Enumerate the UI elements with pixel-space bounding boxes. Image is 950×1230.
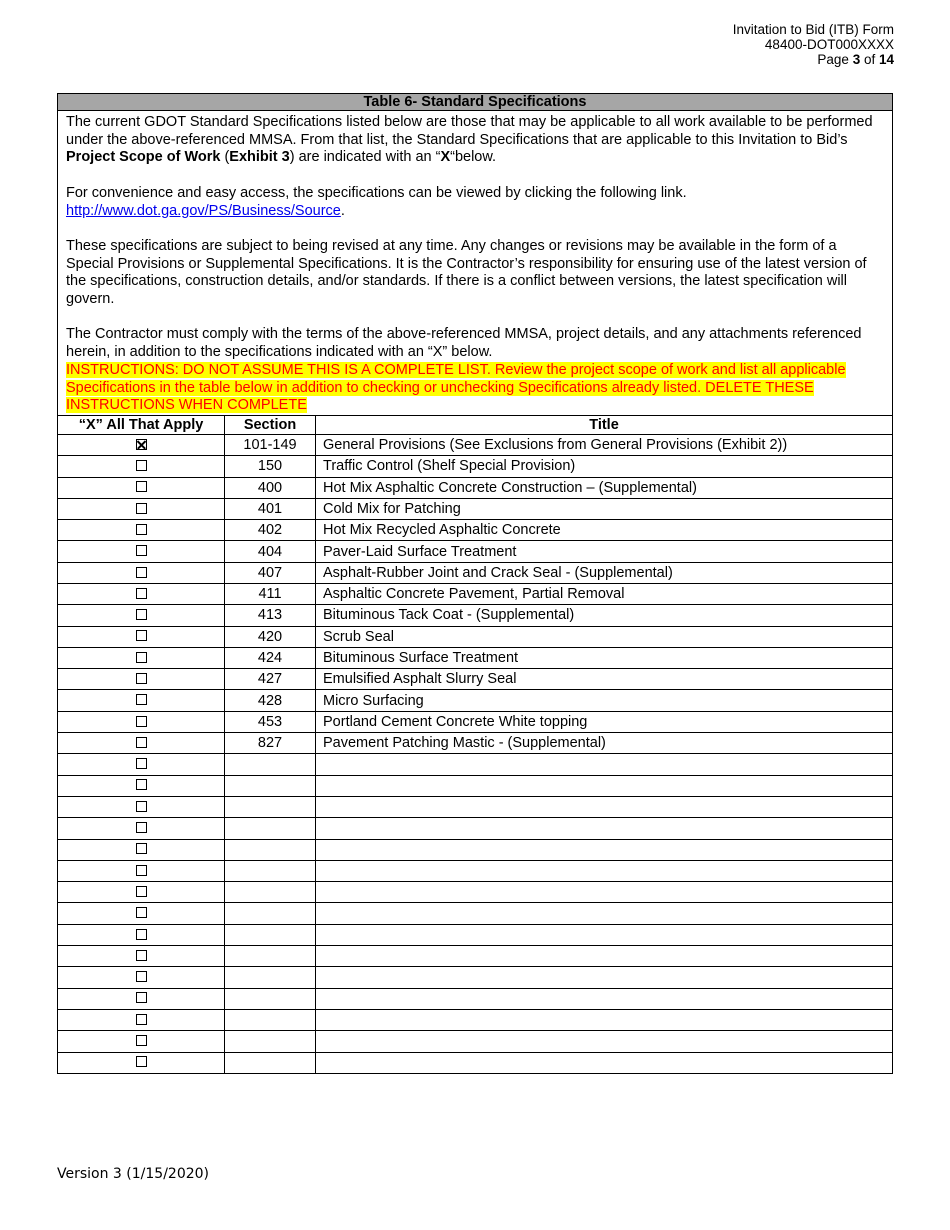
title-cell: Bituminous Tack Coat - (Supplemental) [316,605,893,626]
intro-paragraph-3: These specifications are subject to being revised at any time. Any changes or revisions may be available in the form of a Special Provisions or Supplemental Specifications. It is the Contractor’s responsibility for ensuring use of the latest version of the specifications, construction details, and/or standards. If there is a conflict between versions, the latest specification will govern. [66,237,867,307]
checkbox[interactable] [136,545,147,556]
section-cell: 427 [225,669,316,690]
title-cell: Hot Mix Recycled Asphaltic Concrete [316,520,893,541]
apply-cell [58,647,225,668]
checkbox[interactable] [136,567,147,578]
table-row [58,733,893,754]
section-cell [225,903,316,924]
apply-cell [58,796,225,817]
apply-cell [58,690,225,711]
title-cell [316,818,893,839]
checkbox[interactable] [136,460,147,471]
title-cell [316,903,893,924]
table-row [58,967,893,988]
table-row [58,434,893,455]
page-current: 3 [852,52,861,67]
section-cell [225,1031,316,1052]
checkbox[interactable] [136,758,147,769]
section-cell: 453 [225,711,316,732]
title-cell [316,946,893,967]
table-row [58,456,893,477]
table-row [58,711,893,732]
section-cell: 404 [225,541,316,562]
document-body [57,93,893,1074]
table-row [58,839,893,860]
apply-cell [58,583,225,604]
apply-cell [58,882,225,903]
checkbox[interactable] [136,971,147,982]
form-name: Invitation to Bid (ITB) Form [732,22,894,37]
section-cell [225,924,316,945]
apply-cell [58,669,225,690]
section-cell [225,839,316,860]
title-cell: Micro Surfacing [316,690,893,711]
checkbox[interactable] [136,1056,147,1067]
apply-cell [58,520,225,541]
title-cell: Emulsified Asphalt Slurry Seal [316,669,893,690]
title-cell: General Provisions (See Exclusions from General Provisions (Exhibit 2)) [316,434,893,455]
checkbox[interactable] [136,886,147,897]
section-cell [225,1009,316,1030]
section-cell: 101-149 [225,434,316,455]
title-cell [316,1009,893,1030]
title-cell: Asphalt-Rubber Joint and Crack Seal - (Supplemental) [316,562,893,583]
apply-cell [58,967,225,988]
apply-cell [58,903,225,924]
table-row [58,754,893,775]
checkbox[interactable] [136,822,147,833]
checkbox[interactable] [136,1035,147,1046]
section-cell [225,754,316,775]
checkbox[interactable] [136,907,147,918]
checkbox[interactable] [136,524,147,535]
apply-cell [58,498,225,519]
intro-paragraph-2: For convenience and easy access, the specifications can be viewed by clicking the following link. http://www.dot.ga.gov/PS/Business/Source. [66,184,687,219]
column-header-section: Section [225,415,316,434]
instructions-note: INSTRUCTIONS: DO NOT ASSUME THIS IS A COMPLETE LIST. Review the project scope of work and list all applicable Specifications in the table below in addition to checking or unchecking Specifications already listed. DELETE THESE INSTRUCTIONS WHEN COMPLETE [66,361,846,414]
checkbox[interactable] [136,1014,147,1025]
page-number: Page 3 of 14 [817,52,894,67]
apply-cell [58,988,225,1009]
apply-cell [58,541,225,562]
table-row [58,520,893,541]
checkbox[interactable] [136,843,147,854]
checkbox[interactable] [136,481,147,492]
title-cell [316,860,893,881]
checkbox[interactable] [136,929,147,940]
table-row [58,796,893,817]
title-cell: Portland Cement Concrete White topping [316,711,893,732]
form-number: 48400-DOT000XXXX [764,37,894,52]
checkbox[interactable] [136,801,147,812]
table-row [58,1052,893,1073]
title-cell [316,988,893,1009]
apply-cell [58,562,225,583]
column-header-title: Title [316,415,893,434]
title-cell: Asphaltic Concrete Pavement, Partial Removal [316,583,893,604]
checkbox[interactable] [136,694,147,705]
apply-cell [58,946,225,967]
apply-cell [58,924,225,945]
table-row [58,498,893,519]
section-cell: 827 [225,733,316,754]
standard-specifications-table [57,93,893,1074]
checkbox[interactable] [136,992,147,1003]
title-cell [316,775,893,796]
section-cell: 424 [225,647,316,668]
title-cell: Pavement Patching Mastic - (Supplemental) [316,733,893,754]
section-cell [225,882,316,903]
table-row [58,541,893,562]
title-cell: Cold Mix for Patching [316,498,893,519]
section-cell: 411 [225,583,316,604]
section-cell [225,860,316,881]
apply-cell [58,711,225,732]
checkbox[interactable] [136,716,147,727]
apply-cell [58,605,225,626]
table-row [58,583,893,604]
apply-cell [58,839,225,860]
table-row [58,562,893,583]
section-cell: 401 [225,498,316,519]
version-footer: Version 3 (1/15/2020) [57,1166,209,1182]
title-cell [316,796,893,817]
apply-cell [58,754,225,775]
table-row [58,775,893,796]
table-row [58,882,893,903]
apply-cell [58,477,225,498]
title-cell [316,1052,893,1073]
section-cell: 407 [225,562,316,583]
section-cell: 413 [225,605,316,626]
table-row [58,860,893,881]
title-cell: Traffic Control (Shelf Special Provision) [316,456,893,477]
checkbox[interactable] [136,503,147,514]
intro-paragraph-4: The Contractor must comply with the terms of the above-referenced MMSA, project details, and any attachments referenced herein, in addition to the specifications indicated with an “X” below. [66,326,862,361]
apply-cell [58,733,225,754]
page-header [733,22,894,67]
section-cell: 400 [225,477,316,498]
title-cell [316,967,893,988]
apply-cell [58,434,225,455]
table-row [58,669,893,690]
section-cell [225,818,316,839]
section-cell [225,1052,316,1073]
section-cell: 402 [225,520,316,541]
section-cell [225,988,316,1009]
apply-cell [58,775,225,796]
title-cell: Bituminous Surface Treatment [316,647,893,668]
title-cell: Hot Mix Asphaltic Concrete Construction – (Supplemental) [316,477,893,498]
checkbox[interactable] [136,779,147,790]
title-cell [316,924,893,945]
checkbox[interactable] [136,673,147,684]
apply-cell [58,1009,225,1030]
checkbox[interactable] [136,588,147,599]
apply-cell [58,860,225,881]
apply-cell [58,1052,225,1073]
table-title: Table 6- Standard Specifications [58,94,893,111]
table-row [58,988,893,1009]
checkbox[interactable] [136,609,147,620]
table-row [58,946,893,967]
title-cell [316,882,893,903]
checkbox[interactable] [136,950,147,961]
table-row [58,818,893,839]
section-cell [225,796,316,817]
table-row [58,647,893,668]
title-cell [316,754,893,775]
checkbox[interactable] [136,737,147,748]
checked-checkbox[interactable] [136,439,147,450]
table-row [58,1009,893,1030]
column-header-apply: “X” All That Apply [58,415,225,434]
title-cell: Paver-Laid Surface Treatment [316,541,893,562]
table-row [58,626,893,647]
specifications-link[interactable]: http://www.dot.ga.gov/PS/Business/Source [66,202,341,219]
section-cell [225,967,316,988]
table-row [58,605,893,626]
section-cell [225,946,316,967]
apply-cell [58,818,225,839]
apply-cell [58,626,225,647]
intro-paragraph-1: The current GDOT Standard Specifications listed below are those that may be applicable to all work available to be performed under the above-referenced MMSA. From that list, the Standard Specifications that are applicable to this Invitation to Bid’s Project Scope of Work (Exhibit 3) are indicated with an “X“below. [66,114,873,166]
checkbox[interactable] [136,652,147,663]
title-cell: Scrub Seal [316,626,893,647]
table-row [58,690,893,711]
checkbox[interactable] [136,865,147,876]
title-cell [316,1031,893,1052]
page-total: 14 [878,52,894,67]
table-intro [58,111,893,416]
table-row [58,477,893,498]
table-row [58,924,893,945]
section-cell [225,775,316,796]
section-cell: 150 [225,456,316,477]
section-cell: 428 [225,690,316,711]
section-cell: 420 [225,626,316,647]
apply-cell [58,1031,225,1052]
apply-cell [58,456,225,477]
table-row [58,1031,893,1052]
table-row [58,903,893,924]
checkbox[interactable] [136,630,147,641]
column-header-row [58,415,893,434]
title-cell [316,839,893,860]
